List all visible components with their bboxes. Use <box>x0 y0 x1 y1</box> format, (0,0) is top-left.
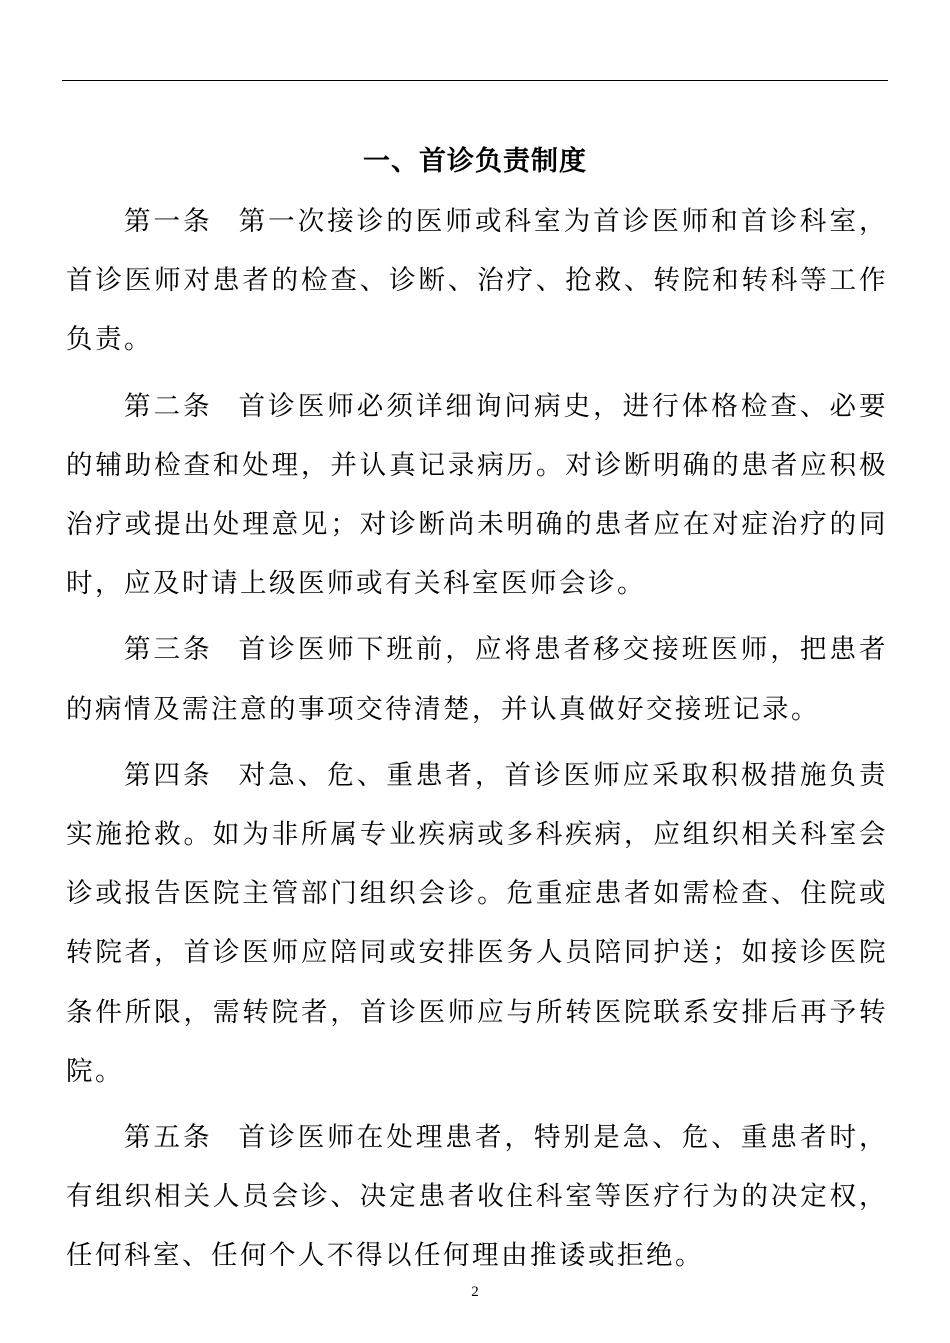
article-text: 第一次接诊的医师或科室为首诊医师和首诊科室，首诊医师对患者的检查、诊断、治疗、抢救、转院和转科等工作负责。 <box>66 206 888 356</box>
article-1 <box>66 192 888 370</box>
header-rule <box>62 80 888 81</box>
document-body <box>66 192 888 1293</box>
article-3 <box>66 620 888 738</box>
article-2 <box>66 377 888 614</box>
article-number: 第四条 <box>124 759 213 791</box>
article-number: 第二条 <box>124 390 213 422</box>
article-text: 首诊医师在处理患者，特别是急、危、重患者时，有组织相关人员会诊、决定患者收住科室等医疗行为的决定权，任何科室、任何个人不得以任何理由推诿或拒绝。 <box>66 1122 888 1272</box>
article-text: 首诊医师下班前，应将患者移交接班医师，把患者的病情及需注意的事项交待清楚，并认真做好交接班记录。 <box>66 634 888 725</box>
article-text: 对急、危、重患者，首诊医师应采取积极措施负责实施抢救。如为非所属专业疾病或多科疾病，应组织相关科室会诊或报告医院主管部门组织会诊。危重症患者如需检查、住院或转院者，首诊医师应陪同或安排医务人员陪同护送；如接诊医院条件所限，需转院者，首诊医师应与所转医院联系安排后再予转院。 <box>66 759 888 1087</box>
article-text: 首诊医师必须详细询问病史，进行体格检查、必要的辅助检查和处理，并认真记录病历。对诊断明确的患者应积极治疗或提出处理意见；对诊断尚未明确的患者应在对症治疗的同时，应及时请上级医师或有关科室医师会诊。 <box>66 390 888 600</box>
page-number: 2 <box>471 1284 479 1300</box>
article-number: 第一条 <box>124 206 213 237</box>
article-number: 第五条 <box>124 1122 213 1154</box>
article-4 <box>66 746 888 1101</box>
article-number: 第三条 <box>124 634 213 666</box>
page-title: 一、首诊负责制度 <box>363 146 587 177</box>
article-5 <box>66 1108 888 1286</box>
